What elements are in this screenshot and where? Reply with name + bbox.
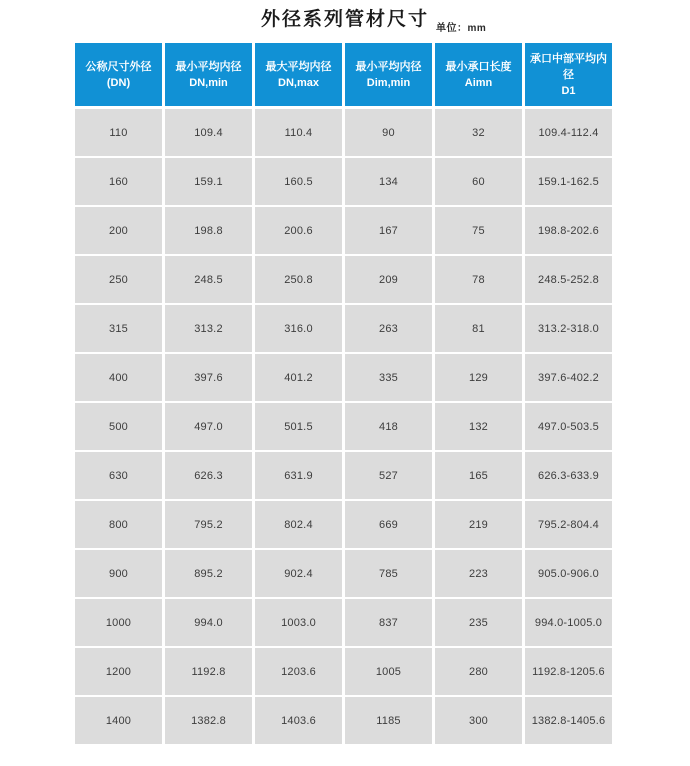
- header-cell: [75, 43, 162, 106]
- table-cell: 895.2: [165, 550, 252, 597]
- table-cell: 902.4: [255, 550, 342, 597]
- header-line2: DN,max: [278, 76, 319, 89]
- table-cell: 631.9: [255, 452, 342, 499]
- header-line2: Aimn: [464, 76, 493, 89]
- table-cell: 1005: [345, 648, 432, 695]
- table-cell: 397.6-402.2: [525, 354, 612, 401]
- table-cell: 32: [435, 109, 522, 156]
- table-cell: 90: [345, 109, 432, 156]
- table-cell: 75: [435, 207, 522, 254]
- table-cell: 60: [435, 158, 522, 205]
- table-cell: 200: [75, 207, 162, 254]
- header-cell: [345, 43, 432, 106]
- table-cell: 248.5-252.8: [525, 256, 612, 303]
- table-cell: 1203.6: [255, 648, 342, 695]
- title-row: [0, 6, 690, 40]
- table-cell: 134: [345, 158, 432, 205]
- table-cell: 626.3: [165, 452, 252, 499]
- table-cell: 219: [435, 501, 522, 548]
- table-cell: 110: [75, 109, 162, 156]
- table-cell: 1185: [345, 697, 432, 744]
- table-cell: 198.8-202.6: [525, 207, 612, 254]
- table-cell: 1382.8-1405.6: [525, 697, 612, 744]
- header-line1: 最小平均内径: [175, 60, 242, 73]
- table-cell: 159.1-162.5: [525, 158, 612, 205]
- table-cell: 401.2: [255, 354, 342, 401]
- header-line2: Dim,min: [366, 76, 411, 89]
- table-cell: 497.0-503.5: [525, 403, 612, 450]
- table-cell: 630: [75, 452, 162, 499]
- table-cell: 1192.8: [165, 648, 252, 695]
- header-line1: 承口中部平均内径: [530, 52, 607, 81]
- header-line1: 公称尺寸外径: [85, 60, 152, 73]
- header-line2: D1: [561, 84, 576, 97]
- table-cell: 1192.8-1205.6: [525, 648, 612, 695]
- table-cell: 109.4: [165, 109, 252, 156]
- table-cell: 900: [75, 550, 162, 597]
- header-line1: 最小承口长度: [445, 60, 512, 73]
- header-line2: DN,min: [189, 76, 228, 89]
- table-cell: 1000: [75, 599, 162, 646]
- table-cell: 315: [75, 305, 162, 352]
- table-cell: 837: [345, 599, 432, 646]
- table-cell: 335: [345, 354, 432, 401]
- table-cell: 418: [345, 403, 432, 450]
- table-cell: 626.3-633.9: [525, 452, 612, 499]
- table-cell: 994.0: [165, 599, 252, 646]
- table-cell: 1400: [75, 697, 162, 744]
- header-cell: [165, 43, 252, 106]
- table-cell: 159.1: [165, 158, 252, 205]
- table-cell: 209: [345, 256, 432, 303]
- table-cell: 313.2-318.0: [525, 305, 612, 352]
- table-cell: 500: [75, 403, 162, 450]
- header-line1: 最大平均内径: [265, 60, 332, 73]
- table-cell: 167: [345, 207, 432, 254]
- table-cell: 263: [345, 305, 432, 352]
- table-cell: 81: [435, 305, 522, 352]
- table-cell: 200.6: [255, 207, 342, 254]
- table-cell: 313.2: [165, 305, 252, 352]
- header-cell: [435, 43, 522, 106]
- table-cell: 1200: [75, 648, 162, 695]
- header-cell: [525, 43, 612, 106]
- table-cell: 248.5: [165, 256, 252, 303]
- spec-table: [75, 43, 612, 744]
- table-cell: 1382.8: [165, 697, 252, 744]
- table-cell: 527: [345, 452, 432, 499]
- header-line2: (DN): [106, 76, 131, 89]
- table-cell: 397.6: [165, 354, 252, 401]
- table-cell: 497.0: [165, 403, 252, 450]
- table-cell: 795.2: [165, 501, 252, 548]
- table-cell: 250: [75, 256, 162, 303]
- table-cell: 802.4: [255, 501, 342, 548]
- table-cell: 109.4-112.4: [525, 109, 612, 156]
- table-cell: 800: [75, 501, 162, 548]
- table-cell: 129: [435, 354, 522, 401]
- table-cell: 198.8: [165, 207, 252, 254]
- table-cell: 235: [435, 599, 522, 646]
- unit-label: 单位：mm: [436, 23, 487, 34]
- table-cell: 316.0: [255, 305, 342, 352]
- table-cell: 165: [435, 452, 522, 499]
- table-cell: 795.2-804.4: [525, 501, 612, 548]
- table-cell: 905.0-906.0: [525, 550, 612, 597]
- table-cell: 160: [75, 158, 162, 205]
- table-cell: 501.5: [255, 403, 342, 450]
- table-cell: 132: [435, 403, 522, 450]
- page-title: 外径系列管材尺寸: [260, 9, 429, 30]
- table-cell: 1403.6: [255, 697, 342, 744]
- table-cell: 78: [435, 256, 522, 303]
- table-cell: 300: [435, 697, 522, 744]
- table-cell: 250.8: [255, 256, 342, 303]
- header-cell: [255, 43, 342, 106]
- table-cell: 110.4: [255, 109, 342, 156]
- table-cell: 1003.0: [255, 599, 342, 646]
- header-line1: 最小平均内径: [355, 60, 422, 73]
- table-cell: 160.5: [255, 158, 342, 205]
- table-cell: 994.0-1005.0: [525, 599, 612, 646]
- table-cell: 223: [435, 550, 522, 597]
- table-cell: 280: [435, 648, 522, 695]
- table-cell: 669: [345, 501, 432, 548]
- table-cell: 400: [75, 354, 162, 401]
- table-cell: 785: [345, 550, 432, 597]
